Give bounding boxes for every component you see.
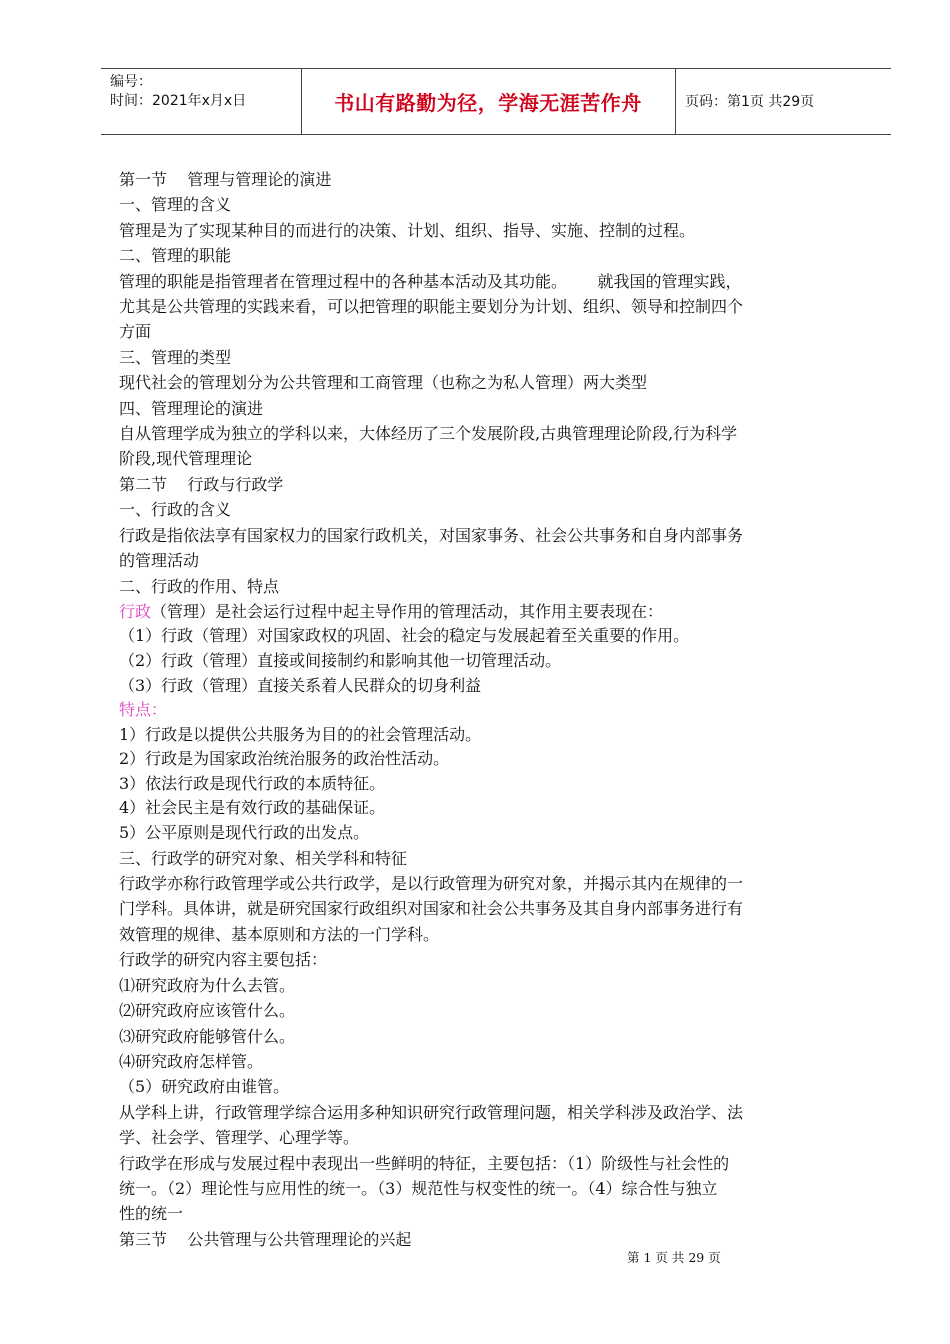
- paragraph: 行政是指依法享有国家权力的国家行政机关，对国家事务、社会公共事务和自身内部事务: [119, 525, 744, 545]
- paragraph: 管理的职能是指管理者在管理过程中的各种基本活动及其功能。 就我国的管理实践，: [119, 271, 742, 291]
- section-title: 第二节 行政与行政学: [119, 474, 284, 494]
- paragraph: 效管理的规律、基本原则和方法的一门学科。: [119, 924, 440, 944]
- paragraph-text: （管理）是社会运行过程中起主导作用的管理活动，其作用主要表现在：: [151, 601, 664, 621]
- list-item: ⑷研究政府怎样管。: [119, 1051, 264, 1071]
- header-number: 编号：: [110, 74, 152, 90]
- list-item: 1）行政是以提供公共服务为目的的社会管理活动。: [119, 724, 482, 744]
- heading: 三、管理的类型: [119, 347, 232, 367]
- header-time: 时间：2021年x月x日: [110, 93, 247, 109]
- features-label: 特点：: [119, 700, 168, 720]
- header-page-info: 页码：第1页 共29页: [685, 94, 815, 110]
- header-motto: 书山有路勤为径，学海无涯苦作舟: [334, 91, 642, 115]
- paragraph: 尤其是公共管理的实践来看，可以把管理的职能主要划分为计划、组织、领导和控制四个: [119, 297, 744, 317]
- list-item: （1）行政（管理）对国家政权的巩固、社会的稳定与发展起着至关重要的作用。: [119, 626, 690, 646]
- paragraph: 行政学亦称行政管理学或公共行政学，是以行政管理为研究对象，并揭示其内在规律的一: [119, 874, 744, 894]
- section-title: 第三节 公共管理与公共管理理论的兴起: [119, 1229, 412, 1249]
- paragraph: 的管理活动: [119, 551, 200, 571]
- list-item: 3）依法行政是现代行政的本质特征。: [119, 773, 386, 793]
- document-header-table: [101, 68, 891, 135]
- paragraph: 门学科。具体讲，就是研究国家行政组织对国家和社会公共事务及其自身内部事务进行有: [119, 899, 744, 919]
- paragraph: 方面: [119, 322, 152, 342]
- page-footer: 第 1 页 共 29 页: [627, 1250, 721, 1265]
- heading: 一、管理的含义: [119, 195, 232, 215]
- list-item: ⑶研究政府能够管什么。: [119, 1026, 296, 1046]
- list-item: ⑵研究政府应该管什么。: [119, 1001, 296, 1021]
- list-item: 5）公平原则是现代行政的出发点。: [119, 823, 370, 843]
- list-item: （5）研究政府由谁管。: [119, 1077, 290, 1097]
- list-item: （3）行政（管理）直接关系着人民群众的切身利益: [119, 675, 482, 695]
- heading: 三、行政学的研究对象、相关学科和特征: [119, 848, 408, 868]
- document-body: [119, 167, 875, 1252]
- list-item: ⑴研究政府为什么去管。: [119, 975, 296, 995]
- paragraph: 阶段,现代管理理论: [119, 449, 253, 469]
- header-divider: [675, 69, 676, 134]
- heading: 一、行政的含义: [119, 500, 232, 520]
- highlight-term: 行政: [119, 601, 152, 621]
- header-meta: [110, 73, 246, 111]
- heading: 二、管理的职能: [119, 246, 232, 266]
- paragraph: 现代社会的管理划分为公共管理和工商管理（也称之为私人管理）两大类型: [119, 373, 648, 393]
- paragraph: 学、社会学、管理学、心理学等。: [119, 1128, 360, 1148]
- paragraph: 从学科上讲，行政管理学综合运用多种知识研究行政管理问题，相关学科涉及政治学、法: [119, 1102, 744, 1122]
- list-item: 4）社会民主是有效行政的基础保证。: [119, 798, 386, 818]
- paragraph: 行政学在形成与发展过程中表现出一些鲜明的特征，主要包括：（1）阶级性与社会性的: [119, 1153, 730, 1173]
- paragraph: 统一。（2）理论性与应用性的统一。（3）规范性与权变性的统一。（4）综合性与独立: [119, 1178, 718, 1198]
- paragraph: 行政学的研究内容主要包括：: [119, 950, 328, 970]
- paragraph: 管理是为了实现某种目的而进行的决策、计划、组织、指导、实施、控制的过程。: [119, 220, 696, 240]
- section-title: 第一节 管理与管理论的演进: [119, 170, 332, 189]
- heading: 四、管理理论的演进: [119, 398, 264, 418]
- paragraph: 性的统一: [119, 1204, 184, 1224]
- paragraph: 自从管理学成为独立的学科以来，大体经历了三个发展阶段,古典管理理论阶段,行为科学: [119, 424, 738, 444]
- heading: 二、行政的作用、特点: [119, 576, 280, 596]
- list-item: （2）行政（管理）直接或间接制约和影响其他一切管理活动。: [119, 650, 562, 670]
- paragraph: [119, 599, 875, 624]
- list-item: 2）行政是为国家政治统治服务的政治性活动。: [119, 749, 450, 769]
